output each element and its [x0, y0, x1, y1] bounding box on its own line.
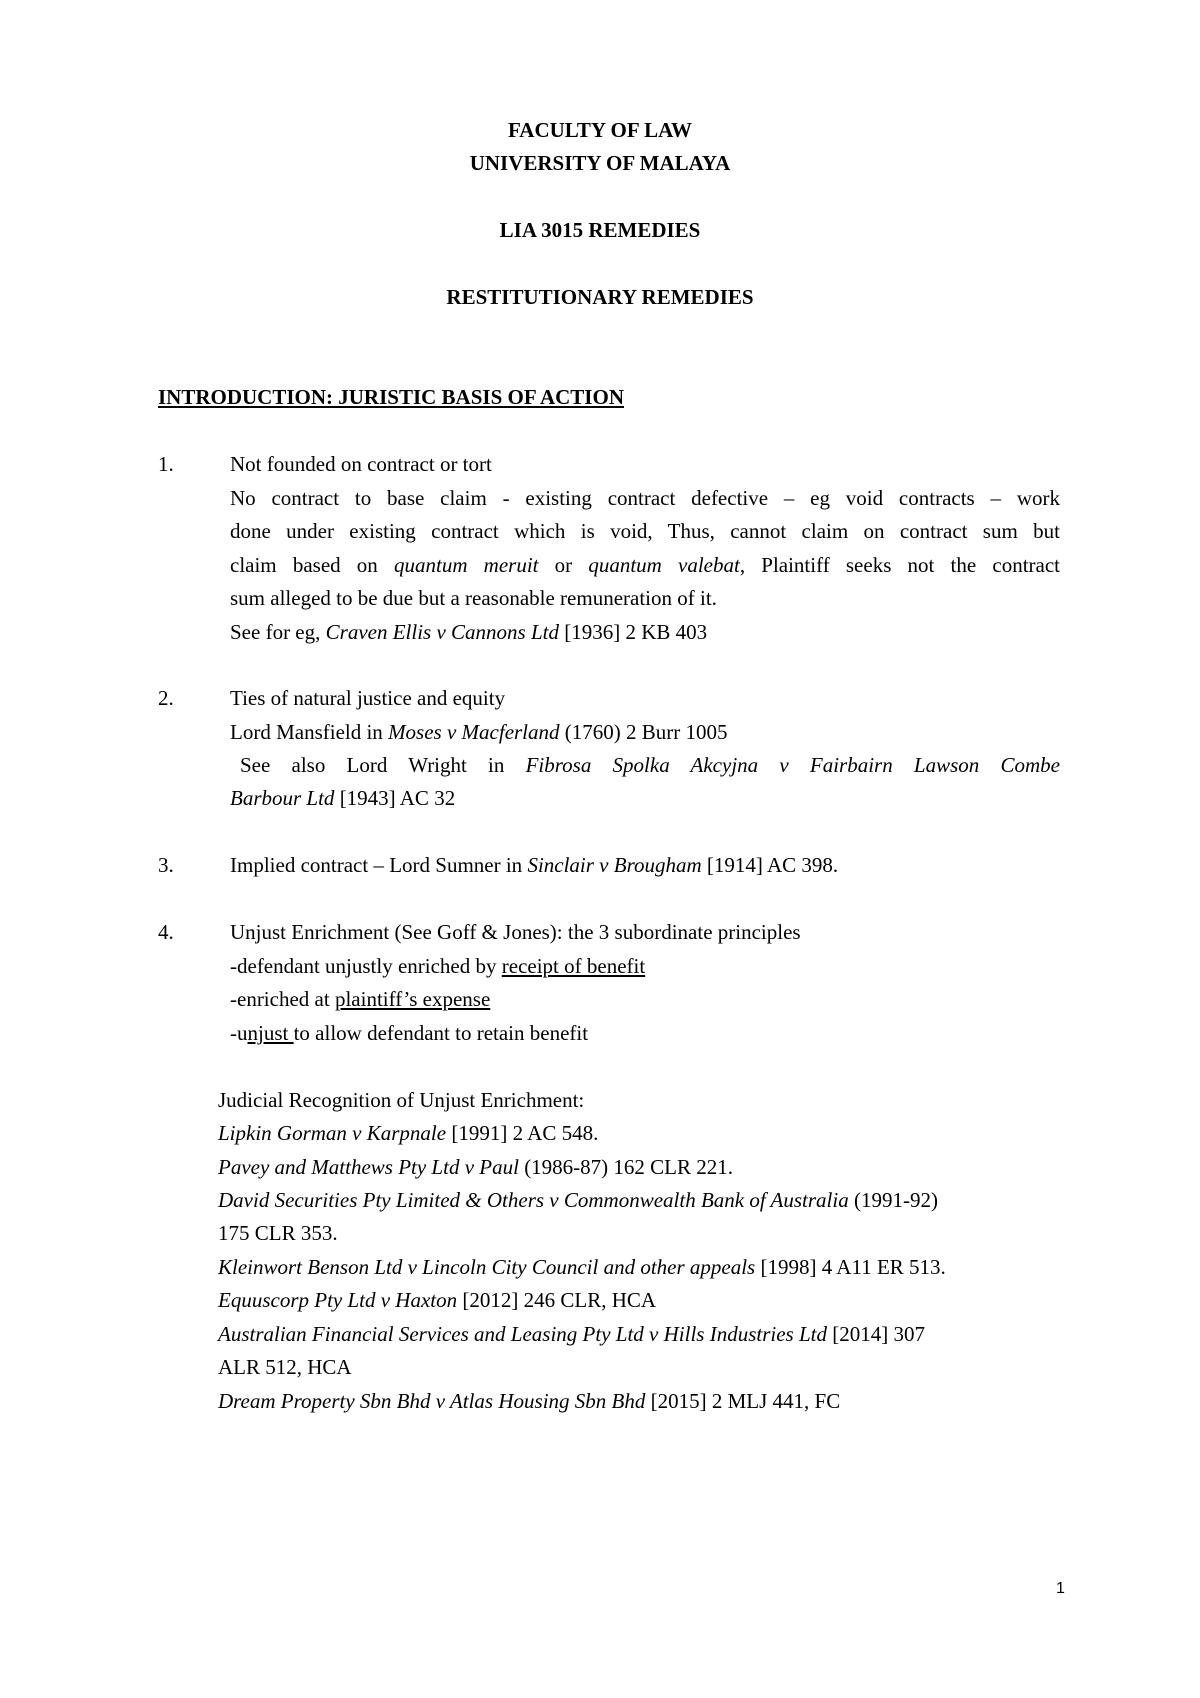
- item-3-line-1: Implied contract – Lord Sumner in Sinclair v Brougham [1914] AC 398.: [230, 853, 839, 877]
- judicial-title: Judicial Recognition of Unjust Enrichment:: [218, 1088, 585, 1112]
- item-4-principle-1: -defendant unjustly enriched by receipt of benefit: [230, 954, 646, 978]
- item-1-title: Not founded on contract or tort: [230, 452, 492, 476]
- case-6-continued: ALR 512, HCA: [218, 1355, 352, 1379]
- case-7: Dream Property Sbn Bhd v Atlas Housing Sbn Bhd [2015] 2 MLJ 441, FC: [218, 1389, 841, 1413]
- item-1-number: 1.: [158, 452, 174, 476]
- university-title: UNIVERSITY OF MALAYA: [469, 151, 731, 175]
- item-2-line-1: Lord Mansfield in Moses v Macferland (1760) 2 Burr 1005: [230, 720, 728, 744]
- case-5: Equuscorp Pty Ltd v Haxton [2012] 246 CLR, HCA: [218, 1288, 657, 1312]
- item-2-number: 2.: [158, 686, 174, 710]
- item-4-principle-2: -enriched at plaintiff’s expense: [230, 987, 491, 1011]
- case-3-continued: 175 CLR 353.: [218, 1221, 338, 1245]
- item-1-line-4: sum alleged to be due but a reasonable remuneration of it.: [230, 586, 717, 610]
- item-4-number: 4.: [158, 920, 174, 944]
- case-4: Kleinwort Benson Ltd v Lincoln City Council and other appeals [1998] 4 A11 ER 513.: [218, 1255, 946, 1279]
- item-3-number: 3.: [158, 853, 174, 877]
- case-6: Australian Financial Services and Leasing Pty Ltd v Hills Industries Ltd [2014] 307: [218, 1322, 925, 1346]
- item-1-line-1: No contract to base claim - existing contract defective – eg void contracts – work: [230, 486, 1060, 510]
- item-1-line-3: claim based on quantum meruit or quantum valebat, Plaintiff seeks not the contract: [230, 553, 1061, 577]
- item-2-line-3: Barbour Ltd [1943] AC 32: [230, 786, 456, 810]
- item-1-line-5: See for eg, Craven Ellis v Cannons Ltd [1936] 2 KB 403: [230, 620, 708, 644]
- case-2: Pavey and Matthews Pty Ltd v Paul (1986-87) 162 CLR 221.: [218, 1155, 734, 1179]
- section-heading: INTRODUCTION: JURISTIC BASIS OF ACTION: [158, 385, 624, 409]
- page-number: 1: [1056, 1580, 1065, 1597]
- item-2-line-2: See also Lord Wright in Fibrosa Spolka Akcyjna v Fairbairn Lawson Combe: [240, 753, 1060, 777]
- item-2-title: Ties of natural justice and equity: [230, 686, 506, 710]
- case-1: Lipkin Gorman v Karpnale [1991] 2 AC 548.: [218, 1121, 599, 1145]
- topic-title: RESTITUTIONARY REMEDIES: [446, 285, 754, 309]
- item-4-title: Unjust Enrichment (See Goff & Jones): the 3 subordinate principles: [230, 920, 801, 944]
- course-title: LIA 3015 REMEDIES: [499, 218, 701, 242]
- faculty-title: FACULTY OF LAW: [508, 118, 692, 142]
- case-3: David Securities Pty Limited & Others v Commonwealth Bank of Australia (1991-92): [218, 1188, 938, 1212]
- item-4-principle-3: -unjust to allow defendant to retain benefit: [230, 1021, 589, 1045]
- item-1-line-2: done under existing contract which is void, Thus, cannot claim on contract sum but: [230, 519, 1060, 543]
